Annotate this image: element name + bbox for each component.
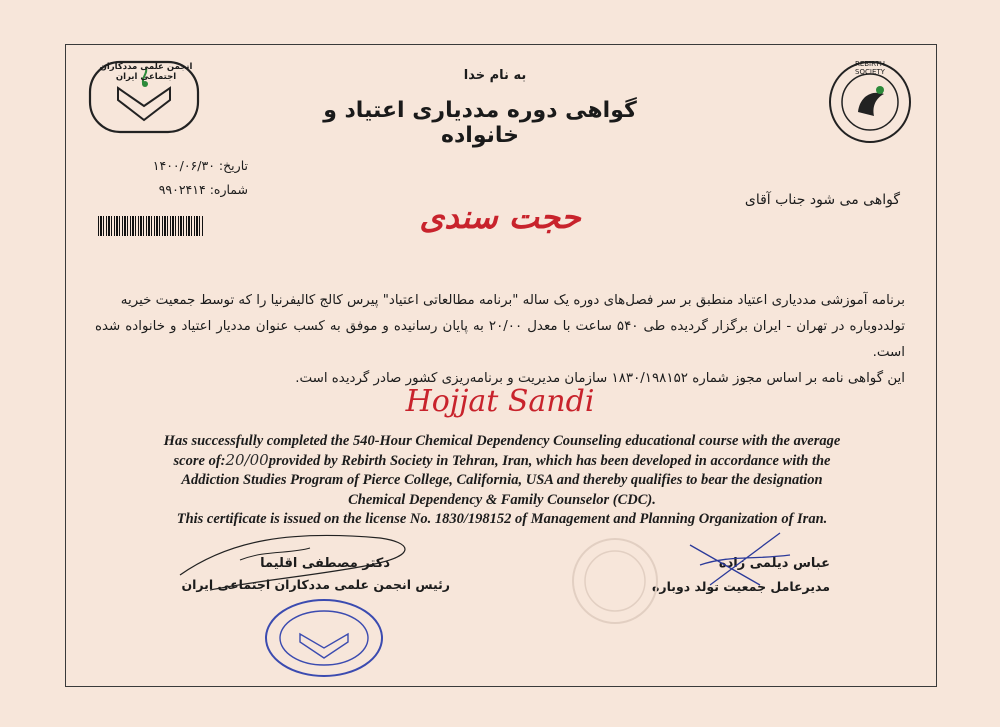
certify-text: گواهی می شود جناب آقای (744, 192, 900, 208)
association-stamp (262, 596, 386, 680)
barcode (98, 216, 204, 236)
english-line-2-post: provided by Rebirth Society in Tehran, Iran, which has been developed in accordance with the (268, 453, 831, 470)
persian-line-2: تولددوباره در تهران - ایران برگزار گردیده طی ۵۴۰ ساعت با معدل ۲۰/۰۰ به پایان رسانیده و موفق به کسب عنوان مددیار اعتیاد و خانواده شده است. (95, 319, 905, 360)
english-line-5: This certificate is issued on the license No. 1830/198152 of Management and Planning Organization of Iran. (176, 510, 828, 527)
basmala: به نام خدا (463, 68, 527, 83)
left-signatory-name: دکتر مصطفی اقلیما (260, 556, 390, 571)
date-value: ۱۴۰۰/۰۶/۳۰ (152, 158, 215, 173)
number-label: شماره: (209, 182, 248, 197)
persian-line-1: برنامه آموزشی مددیاری اعتیاد منطبق بر سر فصل‌های دوره یک ساله "برنامه مطالعاتی اعتیاد" پیرس کالج کالیفرنیا را که توسط جمعیت خیریه (120, 293, 905, 308)
number-row (98, 182, 248, 197)
english-line-2 (112, 451, 892, 471)
association-logo-text: انجمن علمی مددکاران اجتماعی ایران (99, 62, 193, 82)
rebirth-society-logo-text: REBIRTH SOCIETY (854, 60, 886, 76)
persian-body (95, 288, 905, 392)
right-signatory-name: عباس دیلمی زاده (718, 556, 830, 571)
english-line-4: Chemical Dependency & Family Counselor (CDC). (348, 491, 656, 508)
faint-seal (570, 536, 660, 626)
date-label: تاریخ: (218, 158, 248, 173)
date-row (98, 158, 248, 173)
english-body (112, 432, 892, 529)
left-signatory-role: رئیس انجمن علمی مددکاران اجتماعی ایران (181, 577, 450, 592)
right-handwritten-signature (680, 525, 800, 595)
certificate-title: گواهی دوره مددیاری اعتیاد و خانواده (323, 98, 637, 148)
persian-line-3: این گواهی نامه بر اساس مجوز شماره ۱۸۳۰/۱۹۸۱۵۲ سازمان مدیریت و برنامه‌ریزی کشور صادر گردیده است. (295, 371, 905, 386)
right-signatory-role: مدیرعامل جمعیت تولد دوباره (652, 579, 830, 594)
number-value: ۹۹۰۲۴۱۴ (158, 182, 206, 197)
english-line-2-pre: score of: (173, 453, 226, 470)
average-score: 20/00 (225, 451, 269, 470)
english-line-1: Has successfully completed the 540-Hour Chemical Dependency Counseling educational course with the average (163, 433, 841, 449)
english-line-3: Addiction Studies Program of Pierce College, California, USA and thereby qualifies to bear the designation (181, 472, 823, 489)
left-handwritten-signature (170, 520, 430, 600)
recipient-name-persian: حجت سندی (419, 198, 581, 236)
recipient-name-english: Hojjat Sandi (405, 384, 595, 419)
